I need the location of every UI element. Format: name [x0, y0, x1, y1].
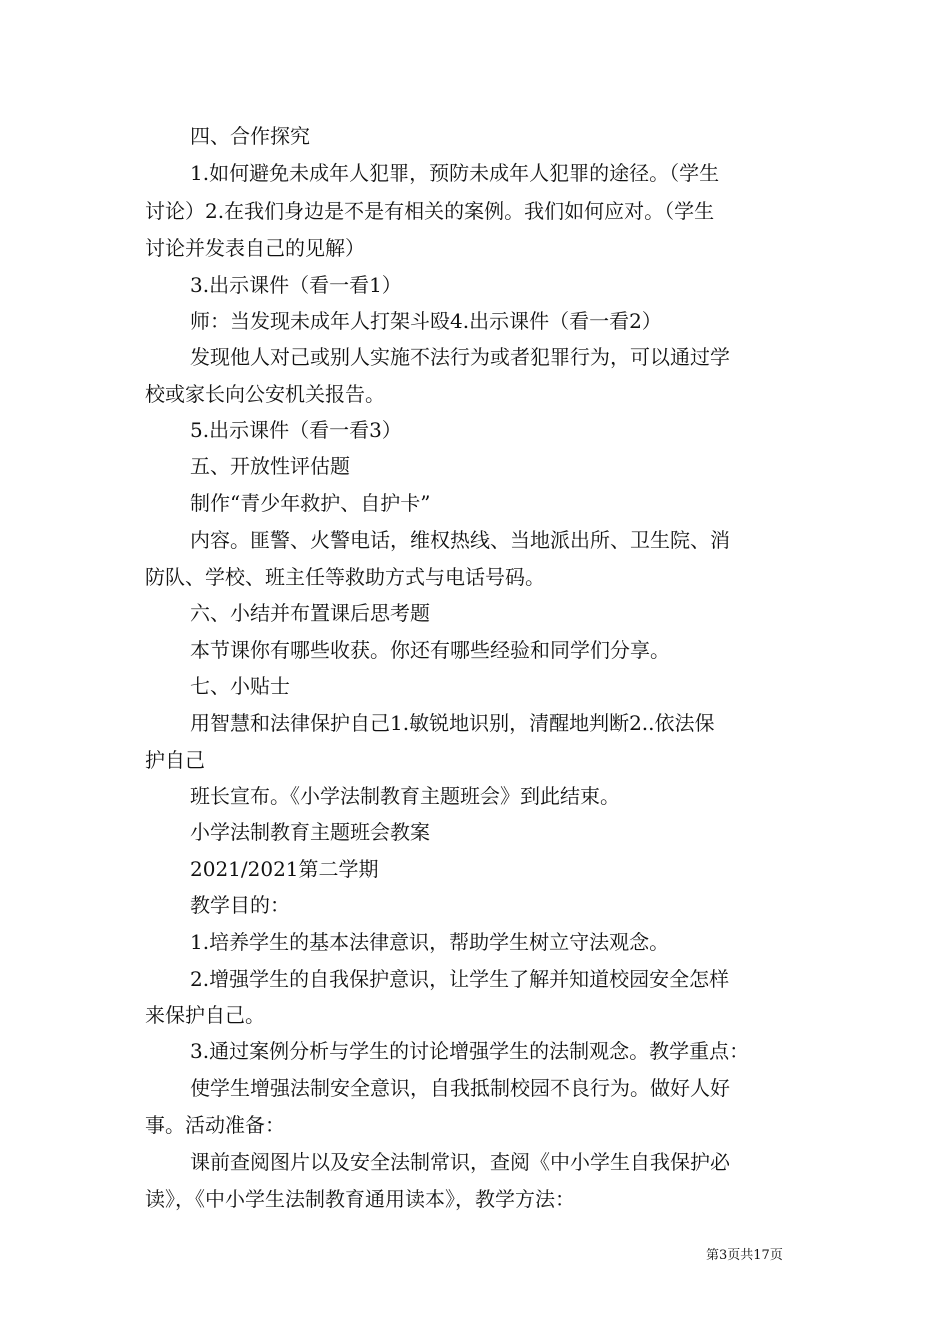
- paragraph-line: 1.培养学生的基本法律意识，帮助学生树立守法观念。: [190, 930, 670, 954]
- section-heading: 教学目的：: [190, 893, 290, 917]
- paragraph-line: 用智慧和法律保护自己1.敏锐地识别，清醒地判断2..依法保: [190, 711, 715, 735]
- paragraph-line: 讨论）2.在我们身边是不是有相关的案例。我们如何应对。（学生: [145, 199, 715, 223]
- term-label: 2021/2021第二学期: [190, 857, 379, 881]
- paragraph-line: 内容。匪警、火警电话，维权热线、当地派出所、卫生院、消: [190, 528, 730, 552]
- paragraph-line: 3.出示课件（看一看1）: [190, 273, 402, 297]
- section-heading: 四、合作探究: [190, 124, 310, 148]
- paragraph-line: 3.通过案例分析与学生的讨论增强学生的法制观念。教学重点：: [190, 1039, 750, 1063]
- paragraph-line: 制作“青少年救护、自护卡”: [190, 491, 431, 515]
- paragraph-line: 来保护自己。: [145, 1003, 265, 1027]
- paragraph-line: 师：当发现未成年人打架斗殴4.出示课件（看一看2）: [190, 309, 662, 333]
- paragraph-line: 班长宣布。《小学法制教育主题班会》到此结束。: [190, 784, 620, 808]
- paragraph-line: 防队、学校、班主任等救助方式与电话号码。: [145, 565, 545, 589]
- section-heading: 五、开放性评估题: [190, 454, 350, 478]
- paragraph-line: 读》，《中小学生法制教育通用读本》，教学方法：: [145, 1187, 575, 1211]
- paragraph-line: 1.如何避免未成年人犯罪，预防未成年人犯罪的途径。（学生: [190, 161, 720, 185]
- paragraph-line: 事。活动准备：: [145, 1113, 285, 1137]
- paragraph-line: 校或家长向公安机关报告。: [145, 382, 385, 406]
- paragraph-line: 课前查阅图片以及安全法制常识，查阅《中小学生自我保护必: [190, 1150, 730, 1174]
- page-number-footer: 第3页共17页: [706, 1248, 783, 1263]
- section-heading: 七、小贴士: [190, 674, 290, 698]
- paragraph-line: 使学生增强法制安全意识，自我抵制校园不良行为。做好人好: [190, 1076, 730, 1100]
- paragraph-line: 发现他人对己或别人实施不法行为或者犯罪行为，可以通过学: [190, 345, 730, 369]
- paragraph-line: 护自己: [145, 748, 205, 772]
- document-title: 小学法制教育主题班会教案: [190, 820, 430, 844]
- paragraph-line: 5.出示课件（看一看3）: [190, 418, 402, 442]
- paragraph-line: 本节课你有哪些收获。你还有哪些经验和同学们分享。: [190, 638, 670, 662]
- section-heading: 六、小结并布置课后思考题: [190, 601, 430, 625]
- paragraph-line: 讨论并发表自己的见解）: [145, 236, 365, 260]
- paragraph-line: 2.增强学生的自我保护意识，让学生了解并知道校园安全怎样: [190, 967, 730, 991]
